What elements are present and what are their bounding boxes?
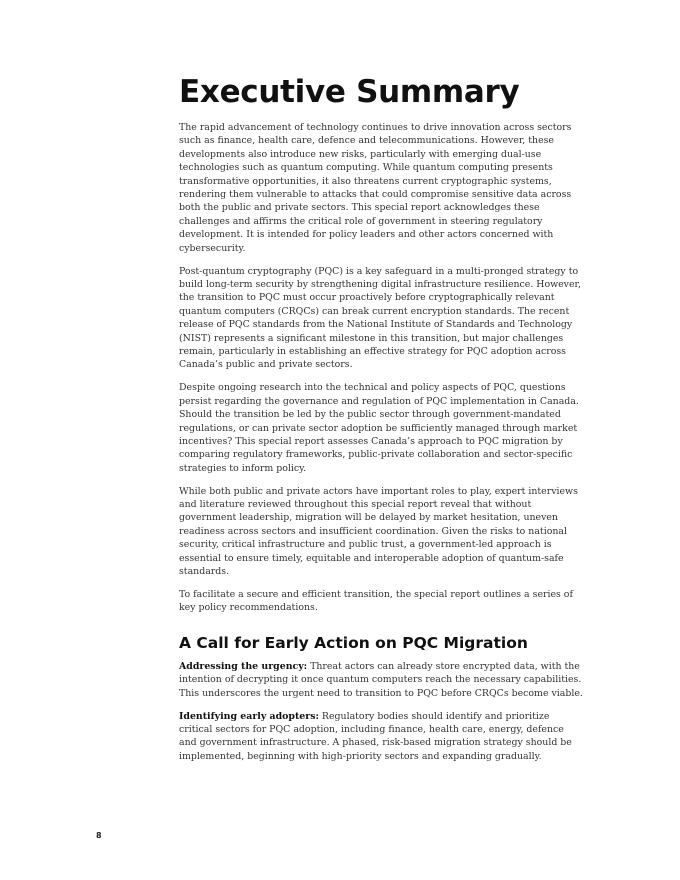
paragraph-2: Post-quantum cryptography (PQC) is a key safeguard in a multi-pronged strategy to build long-term security by strengthening digital infrastructure resilience. However, the transition to PQC must occur proactively before cryptographically relevant quantum computers (CRQCs) can break current encryption standards. The recent release of PQC standards from the National Institute of Standards and Technology (NIST) represents a significant milestone in this transition, but major challenges remain, particularly in establishing an effective strategy for PQC adoption across Canada’s public and private sectors. <box>179 265 581 371</box>
paragraph-5: To facilitate a secure and efficient transition, the special report outlines a series of key policy recommendations. <box>179 589 573 614</box>
recommendation-early-adopters <box>179 710 584 764</box>
main-content <box>179 72 584 773</box>
recommendation-urgency-text: Threat actors can already store encrypted data, with the intention of decrypting it once quantum computers reach the necessary capabilities. This underscores the urgent need to transition to PQC before CRQCs become viable. <box>179 660 583 699</box>
recommendation-urgency <box>179 660 584 700</box>
recommendation-early-adopters-text: Regulatory bodies should identify and prioritize critical sectors for PQC adoption, including finance, health care, energy, defence and government infrastructure. A phased, risk-based migration strategy should be implemented, beginning with high-priority sectors and expanding gradually. <box>179 710 572 762</box>
paragraph-1: The rapid advancement of technology continues to drive innovation across sectors such as finance, health care, defence and telecommunications. However, these developments also introduce new risks, particularly with emerging dual-use technologies such as quantum computing. While quantum computing presents transformative opportunities, it also threatens current cryptographic systems, rendering them vulnerable to attacks that could compromise sensitive data across both the public and private sectors. This special report acknowledges these challenges and affirms the critical role of government in steering regulatory development. It is intended for policy leaders and other actors concerned with cybersecurity. <box>179 122 572 254</box>
page-number: 8 <box>96 831 102 840</box>
section-heading: A Call for Early Action on PQC Migration <box>179 633 528 652</box>
recommendation-early-adopters-lead: Identifying early adopters: <box>179 710 319 722</box>
paragraph-3: Despite ongoing research into the technical and policy aspects of PQC, questions persist regarding the governance and regulation of PQC implementation in Canada. Should the transition be led by the public sector through government-mandated regulations, or can private sector adoption be sufficiently managed through market incentives? This special report assesses Canada’s approach to PQC migration by comparing regulatory frameworks, public-private collaboration and sector-specific strategies to inform policy. <box>179 382 579 474</box>
paragraph-4: While both public and private actors have important roles to play, expert interviews and literature reviewed throughout this special report reveal that without government leadership, migration will be delayed by market hesitation, uneven readiness across sectors and insufficient coordination. Given the risks to national security, critical infrastructure and public trust, a government-led approach is essential to ensure timely, equitable and interoperable adoption of quantum-safe standards. <box>179 485 578 578</box>
page-title: Executive Summary <box>179 74 520 110</box>
recommendation-urgency-lead: Addressing the urgency: <box>179 660 308 672</box>
